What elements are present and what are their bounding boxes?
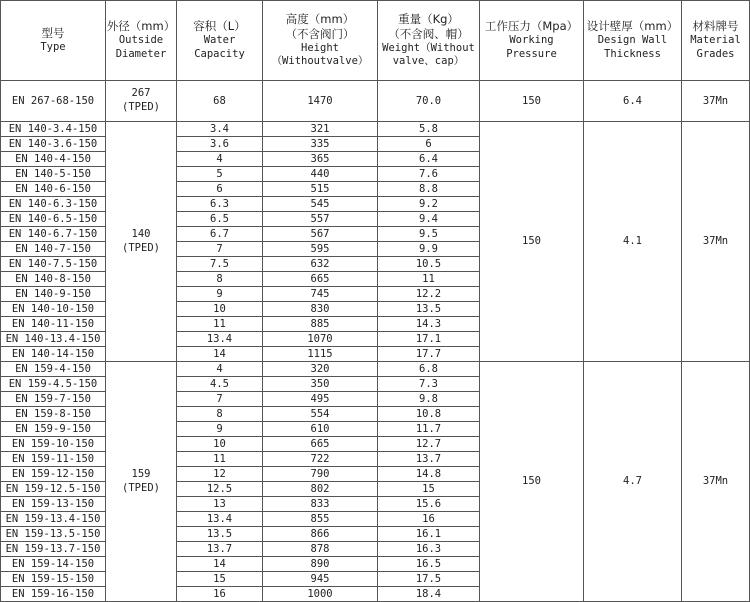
height-cell: 890 [263, 557, 378, 572]
diameter-value: 159 [131, 467, 151, 480]
water-capacity-cell: 13.5 [177, 527, 263, 542]
weight-cell: 17.7 [378, 347, 480, 362]
height-cell: 1115 [263, 347, 378, 362]
weight-cell: 6.8 [378, 362, 480, 377]
outside-diameter-cell [106, 122, 177, 362]
water-capacity-cell: 11 [177, 317, 263, 332]
height-cell: 945 [263, 572, 378, 587]
weight-cell: 13.5 [378, 302, 480, 317]
height-cell: 665 [263, 272, 378, 287]
water-capacity-cell: 9 [177, 287, 263, 302]
height-cell: 722 [263, 452, 378, 467]
model-cell: EN 267-68-150 [1, 81, 106, 122]
wall-thickness-cell: 4.1 [584, 122, 682, 362]
water-capacity-cell: 68 [177, 81, 263, 122]
working-pressure-cell: 150 [480, 362, 584, 602]
model-cell: EN 159-10-150 [1, 437, 106, 452]
model-cell: EN 140-6.7-150 [1, 227, 106, 242]
material-grade-cell: 37Mn [682, 362, 750, 602]
weight-cell: 9.8 [378, 392, 480, 407]
weight-cell: 70.0 [378, 81, 480, 122]
model-cell: EN 140-3.6-150 [1, 137, 106, 152]
height-cell: 335 [263, 137, 378, 152]
height-cell: 515 [263, 182, 378, 197]
weight-cell: 17.5 [378, 572, 480, 587]
height-cell: 610 [263, 422, 378, 437]
model-cell: EN 159-16-150 [1, 587, 106, 602]
model-cell: EN 159-4-150 [1, 362, 106, 377]
weight-cell: 11 [378, 272, 480, 287]
weight-cell: 12.2 [378, 287, 480, 302]
height-cell: 567 [263, 227, 378, 242]
weight-cell: 16.5 [378, 557, 480, 572]
model-cell: EN 159-7-150 [1, 392, 106, 407]
model-cell: EN 140-3.4-150 [1, 122, 106, 137]
model-cell: EN 140-10-150 [1, 302, 106, 317]
weight-cell: 16 [378, 512, 480, 527]
water-capacity-cell: 13.4 [177, 332, 263, 347]
model-cell: EN 159-11-150 [1, 452, 106, 467]
material-grade-cell: 37Mn [682, 81, 750, 122]
model-cell: EN 140-6-150 [1, 182, 106, 197]
weight-cell: 6 [378, 137, 480, 152]
working-pressure-cell: 150 [480, 122, 584, 362]
weight-cell: 9.5 [378, 227, 480, 242]
model-cell: EN 140-13.4-150 [1, 332, 106, 347]
table-row [1, 81, 750, 122]
weight-cell: 5.8 [378, 122, 480, 137]
height-cell: 790 [263, 467, 378, 482]
water-capacity-cell: 4 [177, 152, 263, 167]
standard-label: (TPED) [122, 481, 160, 494]
wall-thickness-cell: 4.7 [584, 362, 682, 602]
material-grade-cell: 37Mn [682, 122, 750, 362]
header-working-pressure: 工作压力（Mpa） Working Pressure [480, 1, 584, 81]
model-cell: EN 140-6.3-150 [1, 197, 106, 212]
header-water-capacity: 容积（L） Water Capacity [177, 1, 263, 81]
water-capacity-cell: 9 [177, 422, 263, 437]
standard-label: (TPED) [122, 101, 160, 113]
height-cell: 595 [263, 242, 378, 257]
water-capacity-cell: 10 [177, 302, 263, 317]
water-capacity-cell: 14 [177, 347, 263, 362]
working-pressure-cell: 150 [480, 81, 584, 122]
model-cell: EN 159-14-150 [1, 557, 106, 572]
height-cell: 866 [263, 527, 378, 542]
height-cell: 665 [263, 437, 378, 452]
model-cell: EN 159-13-150 [1, 497, 106, 512]
water-capacity-cell: 12 [177, 467, 263, 482]
height-cell: 855 [263, 512, 378, 527]
water-capacity-cell: 7 [177, 242, 263, 257]
weight-cell: 16.3 [378, 542, 480, 557]
model-cell: EN 159-12-150 [1, 467, 106, 482]
height-cell: 321 [263, 122, 378, 137]
weight-cell: 7.6 [378, 167, 480, 182]
water-capacity-cell: 15 [177, 572, 263, 587]
height-cell: 320 [263, 362, 378, 377]
water-capacity-cell: 16 [177, 587, 263, 602]
height-cell: 1070 [263, 332, 378, 347]
outside-diameter-cell [106, 81, 177, 122]
weight-cell: 7.3 [378, 377, 480, 392]
header-outside-diameter: 外径（mm） Outside Diameter [106, 1, 177, 81]
header-wall-thickness: 设计壁厚（mm） Design Wall Thickness [584, 1, 682, 81]
weight-cell: 16.1 [378, 527, 480, 542]
height-cell: 365 [263, 152, 378, 167]
model-cell: EN 140-4-150 [1, 152, 106, 167]
weight-cell: 11.7 [378, 422, 480, 437]
height-cell: 830 [263, 302, 378, 317]
water-capacity-cell: 6.5 [177, 212, 263, 227]
water-capacity-cell: 13.7 [177, 542, 263, 557]
height-cell: 557 [263, 212, 378, 227]
model-cell: EN 140-9-150 [1, 287, 106, 302]
table-row [1, 122, 750, 137]
weight-cell: 9.9 [378, 242, 480, 257]
height-cell: 802 [263, 482, 378, 497]
diameter-value: 267 [131, 87, 151, 100]
weight-cell: 9.4 [378, 212, 480, 227]
header-height: 高度（mm） （不含阀门） Height （Withoutvalve） [263, 1, 378, 81]
model-cell: EN 140-7.5-150 [1, 257, 106, 272]
model-cell: EN 140-14-150 [1, 347, 106, 362]
water-capacity-cell: 6.7 [177, 227, 263, 242]
height-cell: 545 [263, 197, 378, 212]
weight-cell: 10.5 [378, 257, 480, 272]
weight-cell: 18.4 [378, 587, 480, 602]
weight-cell: 14.8 [378, 467, 480, 482]
height-cell: 885 [263, 317, 378, 332]
water-capacity-cell: 10 [177, 437, 263, 452]
height-cell: 554 [263, 407, 378, 422]
height-cell: 632 [263, 257, 378, 272]
header-weight: 重量（Kg） （不含阀、帽） Weight（Without valve、cap） [378, 1, 480, 81]
water-capacity-cell: 7.5 [177, 257, 263, 272]
model-cell: EN 159-13.5-150 [1, 527, 106, 542]
water-capacity-cell: 8 [177, 272, 263, 287]
weight-cell: 10.8 [378, 407, 480, 422]
model-cell: EN 140-8-150 [1, 272, 106, 287]
water-capacity-cell: 6 [177, 182, 263, 197]
weight-cell: 8.8 [378, 182, 480, 197]
model-cell: EN 159-13.4-150 [1, 512, 106, 527]
water-capacity-cell: 13.4 [177, 512, 263, 527]
height-cell: 1470 [263, 81, 378, 122]
weight-cell: 9.2 [378, 197, 480, 212]
water-capacity-cell: 12.5 [177, 482, 263, 497]
standard-label: (TPED) [122, 241, 160, 254]
diameter-value: 140 [131, 227, 151, 240]
weight-cell: 14.3 [378, 317, 480, 332]
header-material-grades: 材料牌号 Material Grades [682, 1, 750, 81]
weight-cell: 15 [378, 482, 480, 497]
model-cell: EN 159-9-150 [1, 422, 106, 437]
water-capacity-cell: 14 [177, 557, 263, 572]
model-cell: EN 140-11-150 [1, 317, 106, 332]
outside-diameter-cell [106, 362, 177, 602]
height-cell: 350 [263, 377, 378, 392]
water-capacity-cell: 13 [177, 497, 263, 512]
height-cell: 833 [263, 497, 378, 512]
height-cell: 878 [263, 542, 378, 557]
water-capacity-cell: 8 [177, 407, 263, 422]
water-capacity-cell: 7 [177, 392, 263, 407]
water-capacity-cell: 6.3 [177, 197, 263, 212]
weight-cell: 17.1 [378, 332, 480, 347]
water-capacity-cell: 4 [177, 362, 263, 377]
water-capacity-cell: 3.6 [177, 137, 263, 152]
model-cell: EN 140-5-150 [1, 167, 106, 182]
model-cell: EN 159-8-150 [1, 407, 106, 422]
model-cell: EN 140-7-150 [1, 242, 106, 257]
model-cell: EN 159-15-150 [1, 572, 106, 587]
water-capacity-cell: 4.5 [177, 377, 263, 392]
water-capacity-cell: 11 [177, 452, 263, 467]
water-capacity-cell: 5 [177, 167, 263, 182]
weight-cell: 6.4 [378, 152, 480, 167]
spec-table-body [1, 81, 750, 602]
water-capacity-cell: 3.4 [177, 122, 263, 137]
header-row [1, 1, 750, 81]
weight-cell: 12.7 [378, 437, 480, 452]
height-cell: 440 [263, 167, 378, 182]
table-row [1, 362, 750, 377]
model-cell: EN 159-13.7-150 [1, 542, 106, 557]
weight-cell: 13.7 [378, 452, 480, 467]
wall-thickness-cell: 6.4 [584, 81, 682, 122]
header-type: 型号 Type [1, 1, 106, 81]
height-cell: 495 [263, 392, 378, 407]
model-cell: EN 159-12.5-150 [1, 482, 106, 497]
height-cell: 1000 [263, 587, 378, 602]
height-cell: 745 [263, 287, 378, 302]
model-cell: EN 140-6.5-150 [1, 212, 106, 227]
model-cell: EN 159-4.5-150 [1, 377, 106, 392]
weight-cell: 15.6 [378, 497, 480, 512]
